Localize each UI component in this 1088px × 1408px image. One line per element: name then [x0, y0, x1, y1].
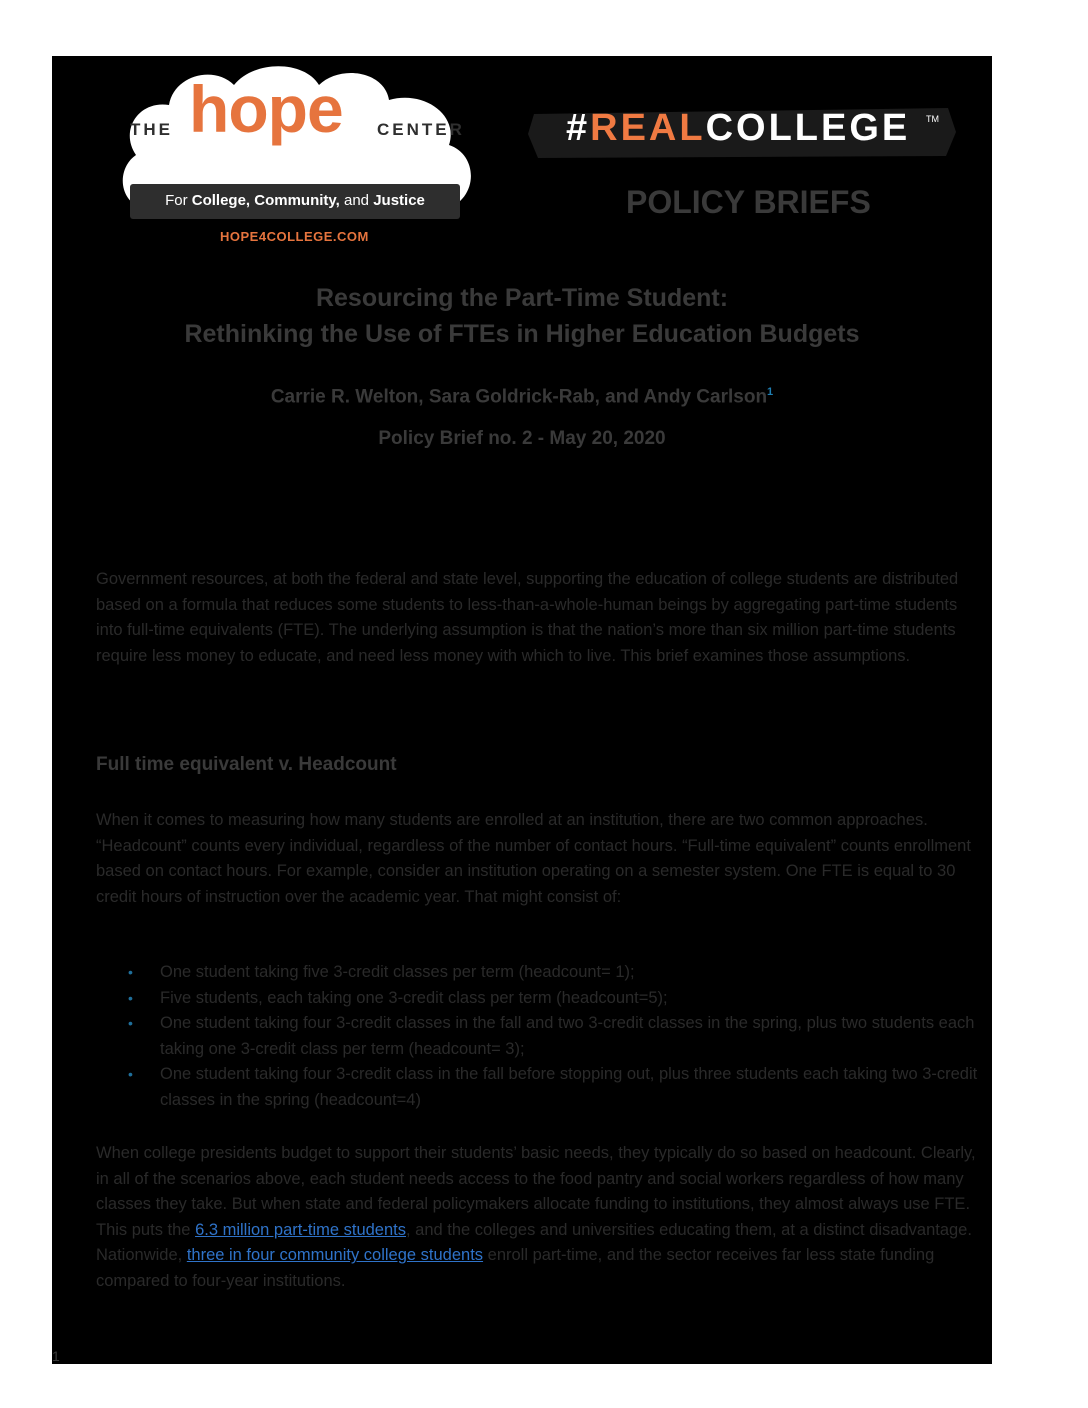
- fte-paragraph: When it comes to measuring how many students are enrolled at an institution, there are two common approaches. “Headcount” counts every individual, regardless of the number of contact hours. “Full-time equivalent” counts enrollment based on contact hours. For example, consider an institution operating on a semester system. One FTE is equal to 30 credit hours of instruction over the academic year. That might consist of:: [96, 811, 971, 906]
- logo-center-text: CENTER: [377, 120, 465, 139]
- intro-paragraph: Government resources, at both the federal and state level, supporting the education of college students are distributed based on a formula that reduces some students to less-than-a-whole-human beings by aggregating part-time students into full-time equivalents (FTE). The underlying assumption is that the nation’s more than six million part-time students require less money to educate, and need less money with which to live. This brief examines those assumptions.: [96, 570, 959, 665]
- bullet-icon: •: [128, 989, 133, 1006]
- brief-number-date: Policy Brief no. 2 - May 20, 2020: [378, 428, 666, 449]
- community-college-students-link[interactable]: three in four community college students: [186, 1246, 484, 1265]
- bullet-icon: •: [128, 1066, 133, 1083]
- policy-briefs-label: POLICY BRIEFS: [626, 184, 871, 220]
- list-item: • One student taking five 3-credit classes per term (headcount= 1);: [126, 960, 992, 986]
- document-title-line-1: Resourcing the Part-Time Student:: [315, 284, 729, 312]
- document-title-line-2: Rethinking the Use of FTEs in Higher Education Budgets: [184, 320, 860, 348]
- logo-the-text: THE: [130, 120, 173, 139]
- part-time-students-link[interactable]: 6.3 million part-time students: [195, 1220, 406, 1239]
- logo-tagline: For College, Community, and Justice: [165, 192, 425, 209]
- budget-paragraph: When college presidents budget to support their students’ basic needs, they typically do so based on headcount. Clearly, in all of the scenarios above, each student needs access to the food pantry and social workers regardless of how many classes they take. But when state and federal policymakers allocate funding to institutions, they almost always use FTE. This puts the 6.3 million part-time students, and the colleges and universities educating them, at a distinct disadvantage. Nationwide, three in four community college students enroll part-time, and the sector receives far less state funding compared to four-year institutions.: [96, 1144, 976, 1290]
- footnote-marker[interactable]: 1: [767, 386, 774, 398]
- section-heading: Full time equivalent v. Headcount: [96, 754, 397, 775]
- list-item: • One student taking four 3-credit class in the fall before stopping out, plus three students each taking two 3-credit classes in the spring (headcount=4): [126, 1062, 992, 1113]
- page-number: 1: [52, 1348, 60, 1364]
- logo-url: HOPE4COLLEGE.COM: [220, 229, 369, 244]
- bullet-icon: •: [128, 1015, 133, 1032]
- document-page: [52, 56, 992, 1364]
- list-item: • Five students, each taking one 3-credit class per term (headcount=5);: [126, 986, 992, 1012]
- bullet-icon: •: [128, 964, 133, 980]
- trademark-mark: TM: [926, 114, 939, 124]
- list-item: • One student taking four 3-credit classes in the fall and two 3-credit classes in the spring, plus two students each taking one 3-credit class per term (headcount= 3);: [126, 1011, 992, 1062]
- realcollege-wordmark: #REALCOLLEGE: [566, 107, 911, 149]
- scenario-list: [126, 960, 992, 1114]
- logo-hope-wordmark: hope: [189, 72, 343, 146]
- logo-tagline-box: [130, 184, 460, 219]
- authors-line: Carrie R. Welton, Sara Goldrick-Rab, and Andy Carlson$^1$: [270, 386, 774, 408]
